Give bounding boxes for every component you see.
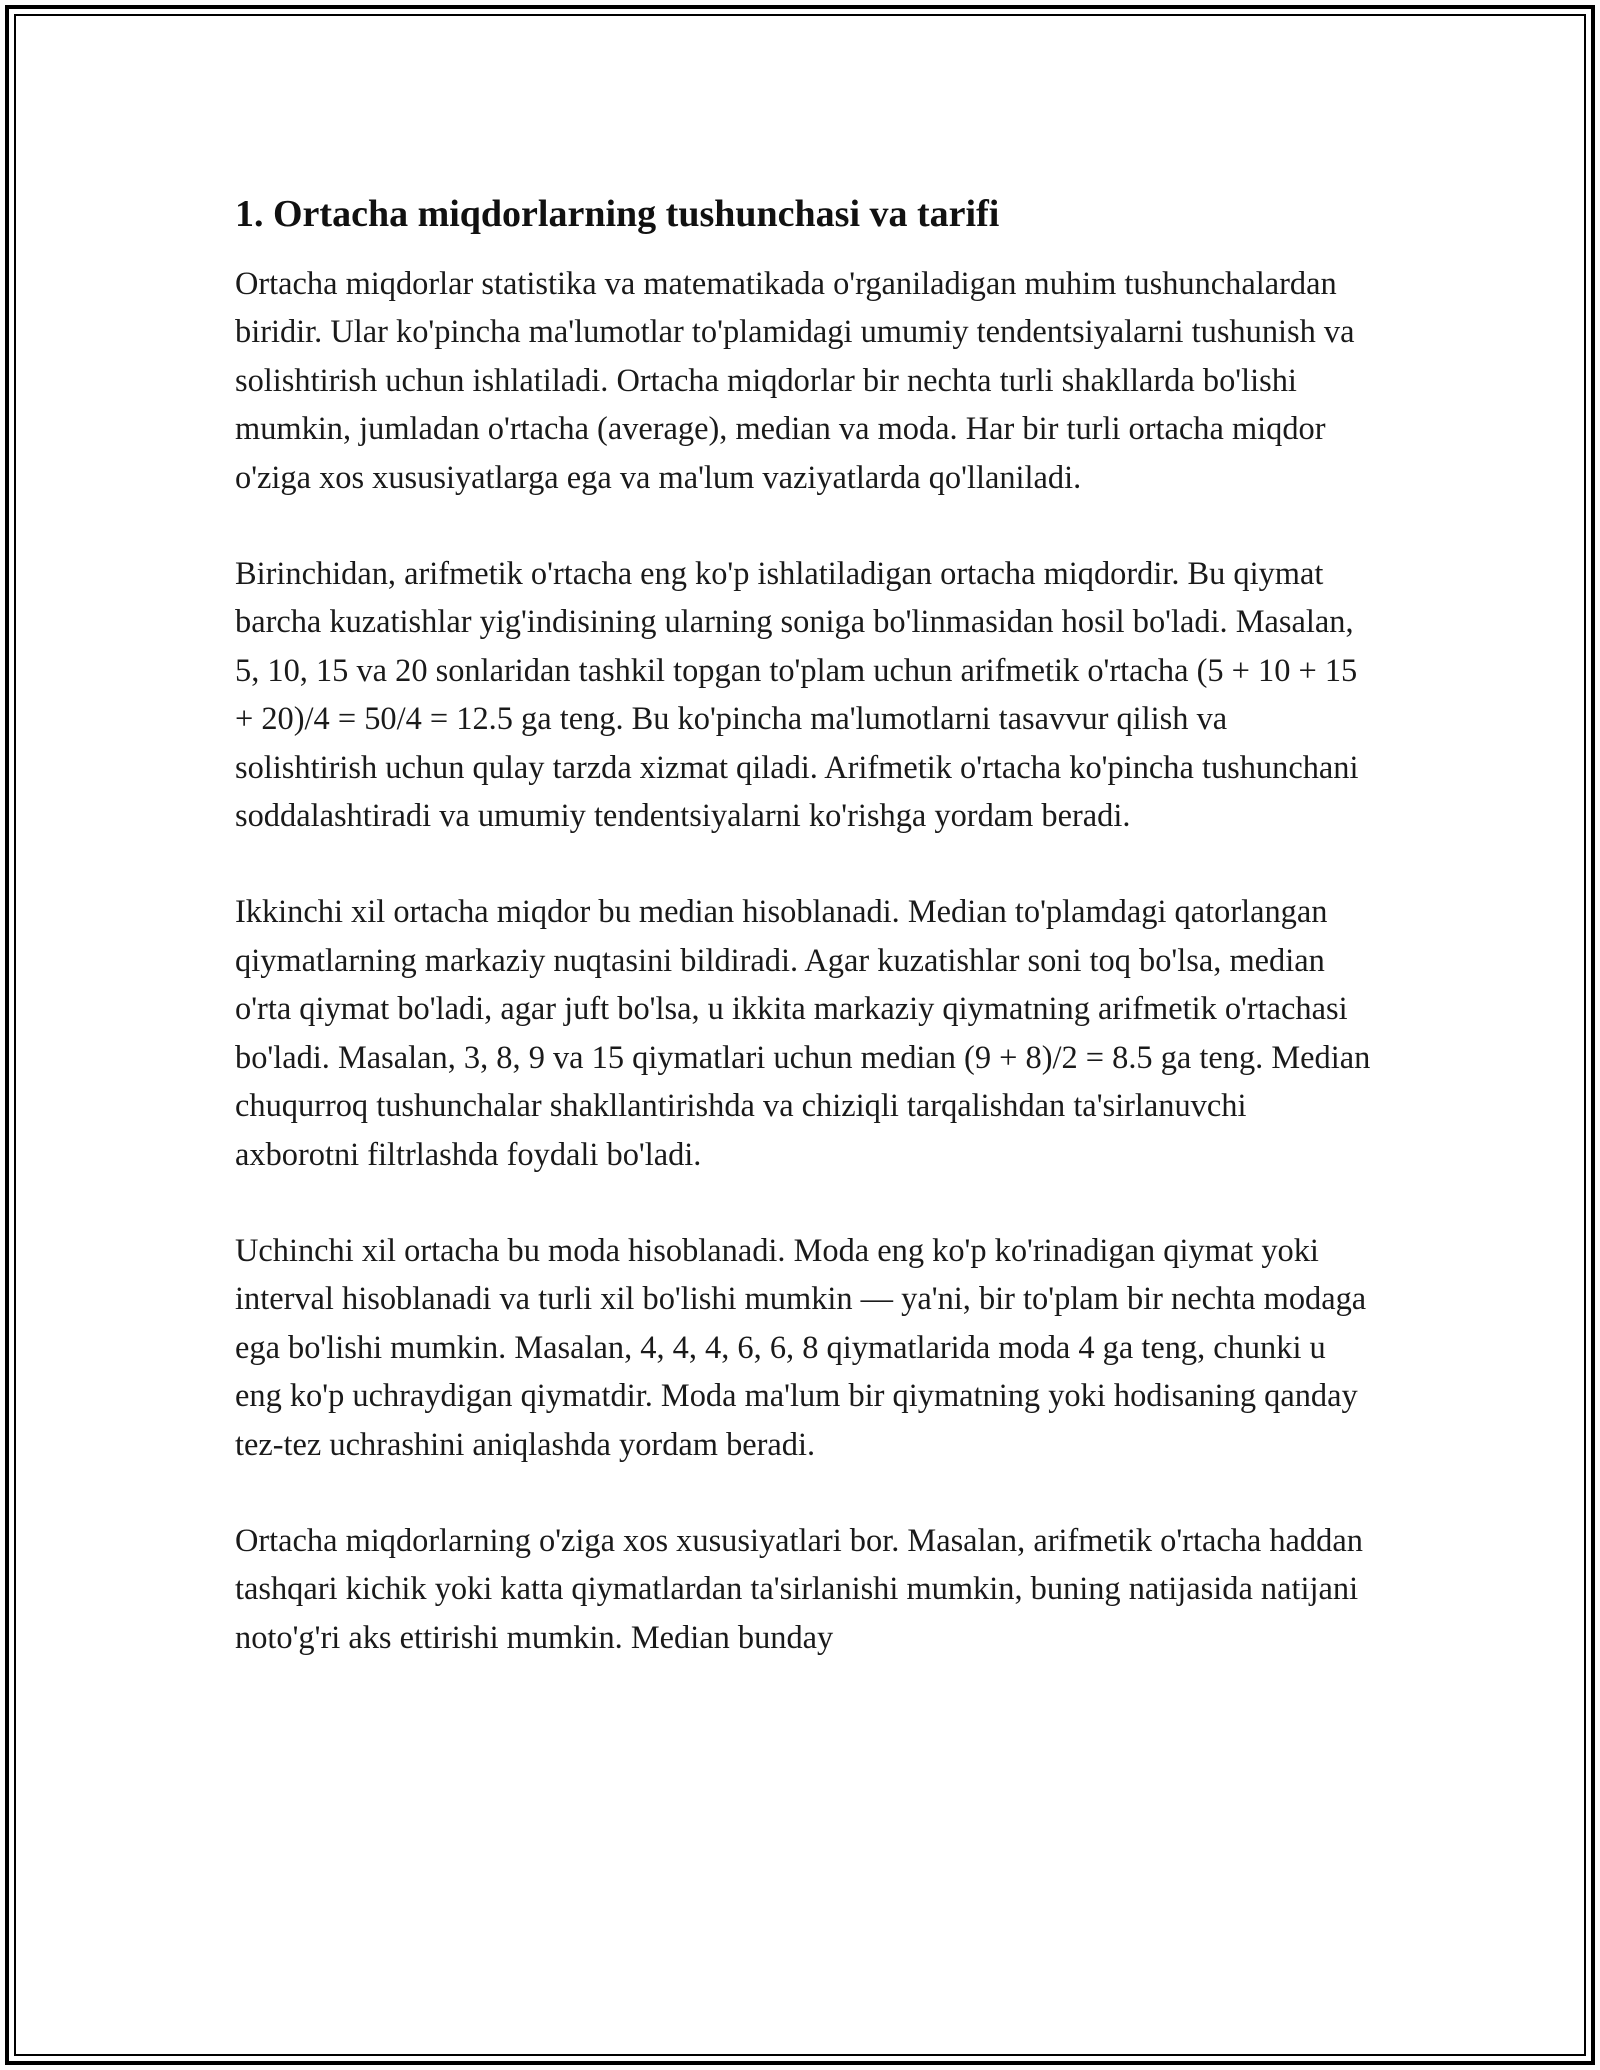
paragraph-mode: Uchinchi xil ortacha bu moda hisoblanadi. Moda eng ko'p ko'rinadigan qiymat yoki interval hisoblanadi va turli xil bo'lishi mumkin — ya'ni, bir to'plam bir nechta modaga ega bo'lishi mumkin. Masalan, 4, 4, 4, 6, 6, 8 qiymatlarida moda 4 ga teng, chunki u eng ko'p uchraydigan qiymatdir. Moda ma'lum bir qiymatning yoki hodisaning qanday tez-tez uchrashini aniqlashda yordam beradi. [235, 1232, 1367, 1463]
document-body [235, 190, 1375, 1662]
paragraph-median: Ikkinchi xil ortacha miqdor bu median hisoblanadi. Median to'plamdagi qatorlangan qiymatlarning markaziy nuqtasini bildiradi. Agar kuzatishlar soni toq bo'lsa, median o'rta qiymat bo'ladi, agar juft bo'lsa, u ikkita markaziy qiymatning arifmetik o'rtachasi bo'ladi. Masalan, 3, 8, 9 va 15 qiymatlari uchun median (9 + 8)/2 = 8.5 ga teng. Median chuqurroq tushunchalar shakllantirishda va chiziqli tarqalishdan ta'sirlanuvchi axborotni filtrlashda foydali bo'ladi. [235, 894, 1371, 1173]
paragraph-arithmetic-mean: Birinchidan, arifmetik o'rtacha eng ko'p ishlatiladigan ortacha miqdordir. Bu qiymat barcha kuzatishlar yig'indisining ularning soniga bo'linmasidan hosil bo'ladi. Masalan, 5, 10, 15 va 20 sonlaridan tashkil topgan to'plam uchun arifmetik o'rtacha (5 + 10 + 15 + 20)/4 = 50/4 = 12.5 ga teng. Bu ko'pincha ma'lumotlarni tasavvur qilish va solishtirish uchun qulay tarzda xizmat qiladi. Arifmetik o'rtacha ko'pincha tushunchani soddalashtiradi va umumiy tendentsiyalarni ko'rishga yordam beradi. [235, 556, 1359, 835]
section-heading: 1. Ortacha miqdorlarning tushunchasi va tarifi [235, 193, 1000, 235]
paragraph-properties: Ortacha miqdorlarning o'ziga xos xususiyatlari bor. Masalan, arifmetik o'rtacha haddan tashqari kichik yoki katta qiymatlardan ta'sirlanishi mumkin, buning natijasida natijani noto'g'ri aks ettirishi mumkin. Median bunday [235, 1522, 1363, 1656]
paragraph-definition: Ortacha miqdorlar statistika va matematikada o'rganiladigan muhim tushunchalardan biridir. Ular ko'pincha ma'lumotlar to'plamidagi umumiy tendentsiyalarni tushunish va solishtirish uchun ishlatiladi. Ortacha miqdorlar bir nechta turli shakllarda bo'lishi mumkin, jumladan o'rtacha (average), median va moda. Har bir turli ortacha miqdor o'ziga xos xususiyatlarga ega va ma'lum vaziyatlarda qo'llaniladi. [235, 266, 1355, 496]
